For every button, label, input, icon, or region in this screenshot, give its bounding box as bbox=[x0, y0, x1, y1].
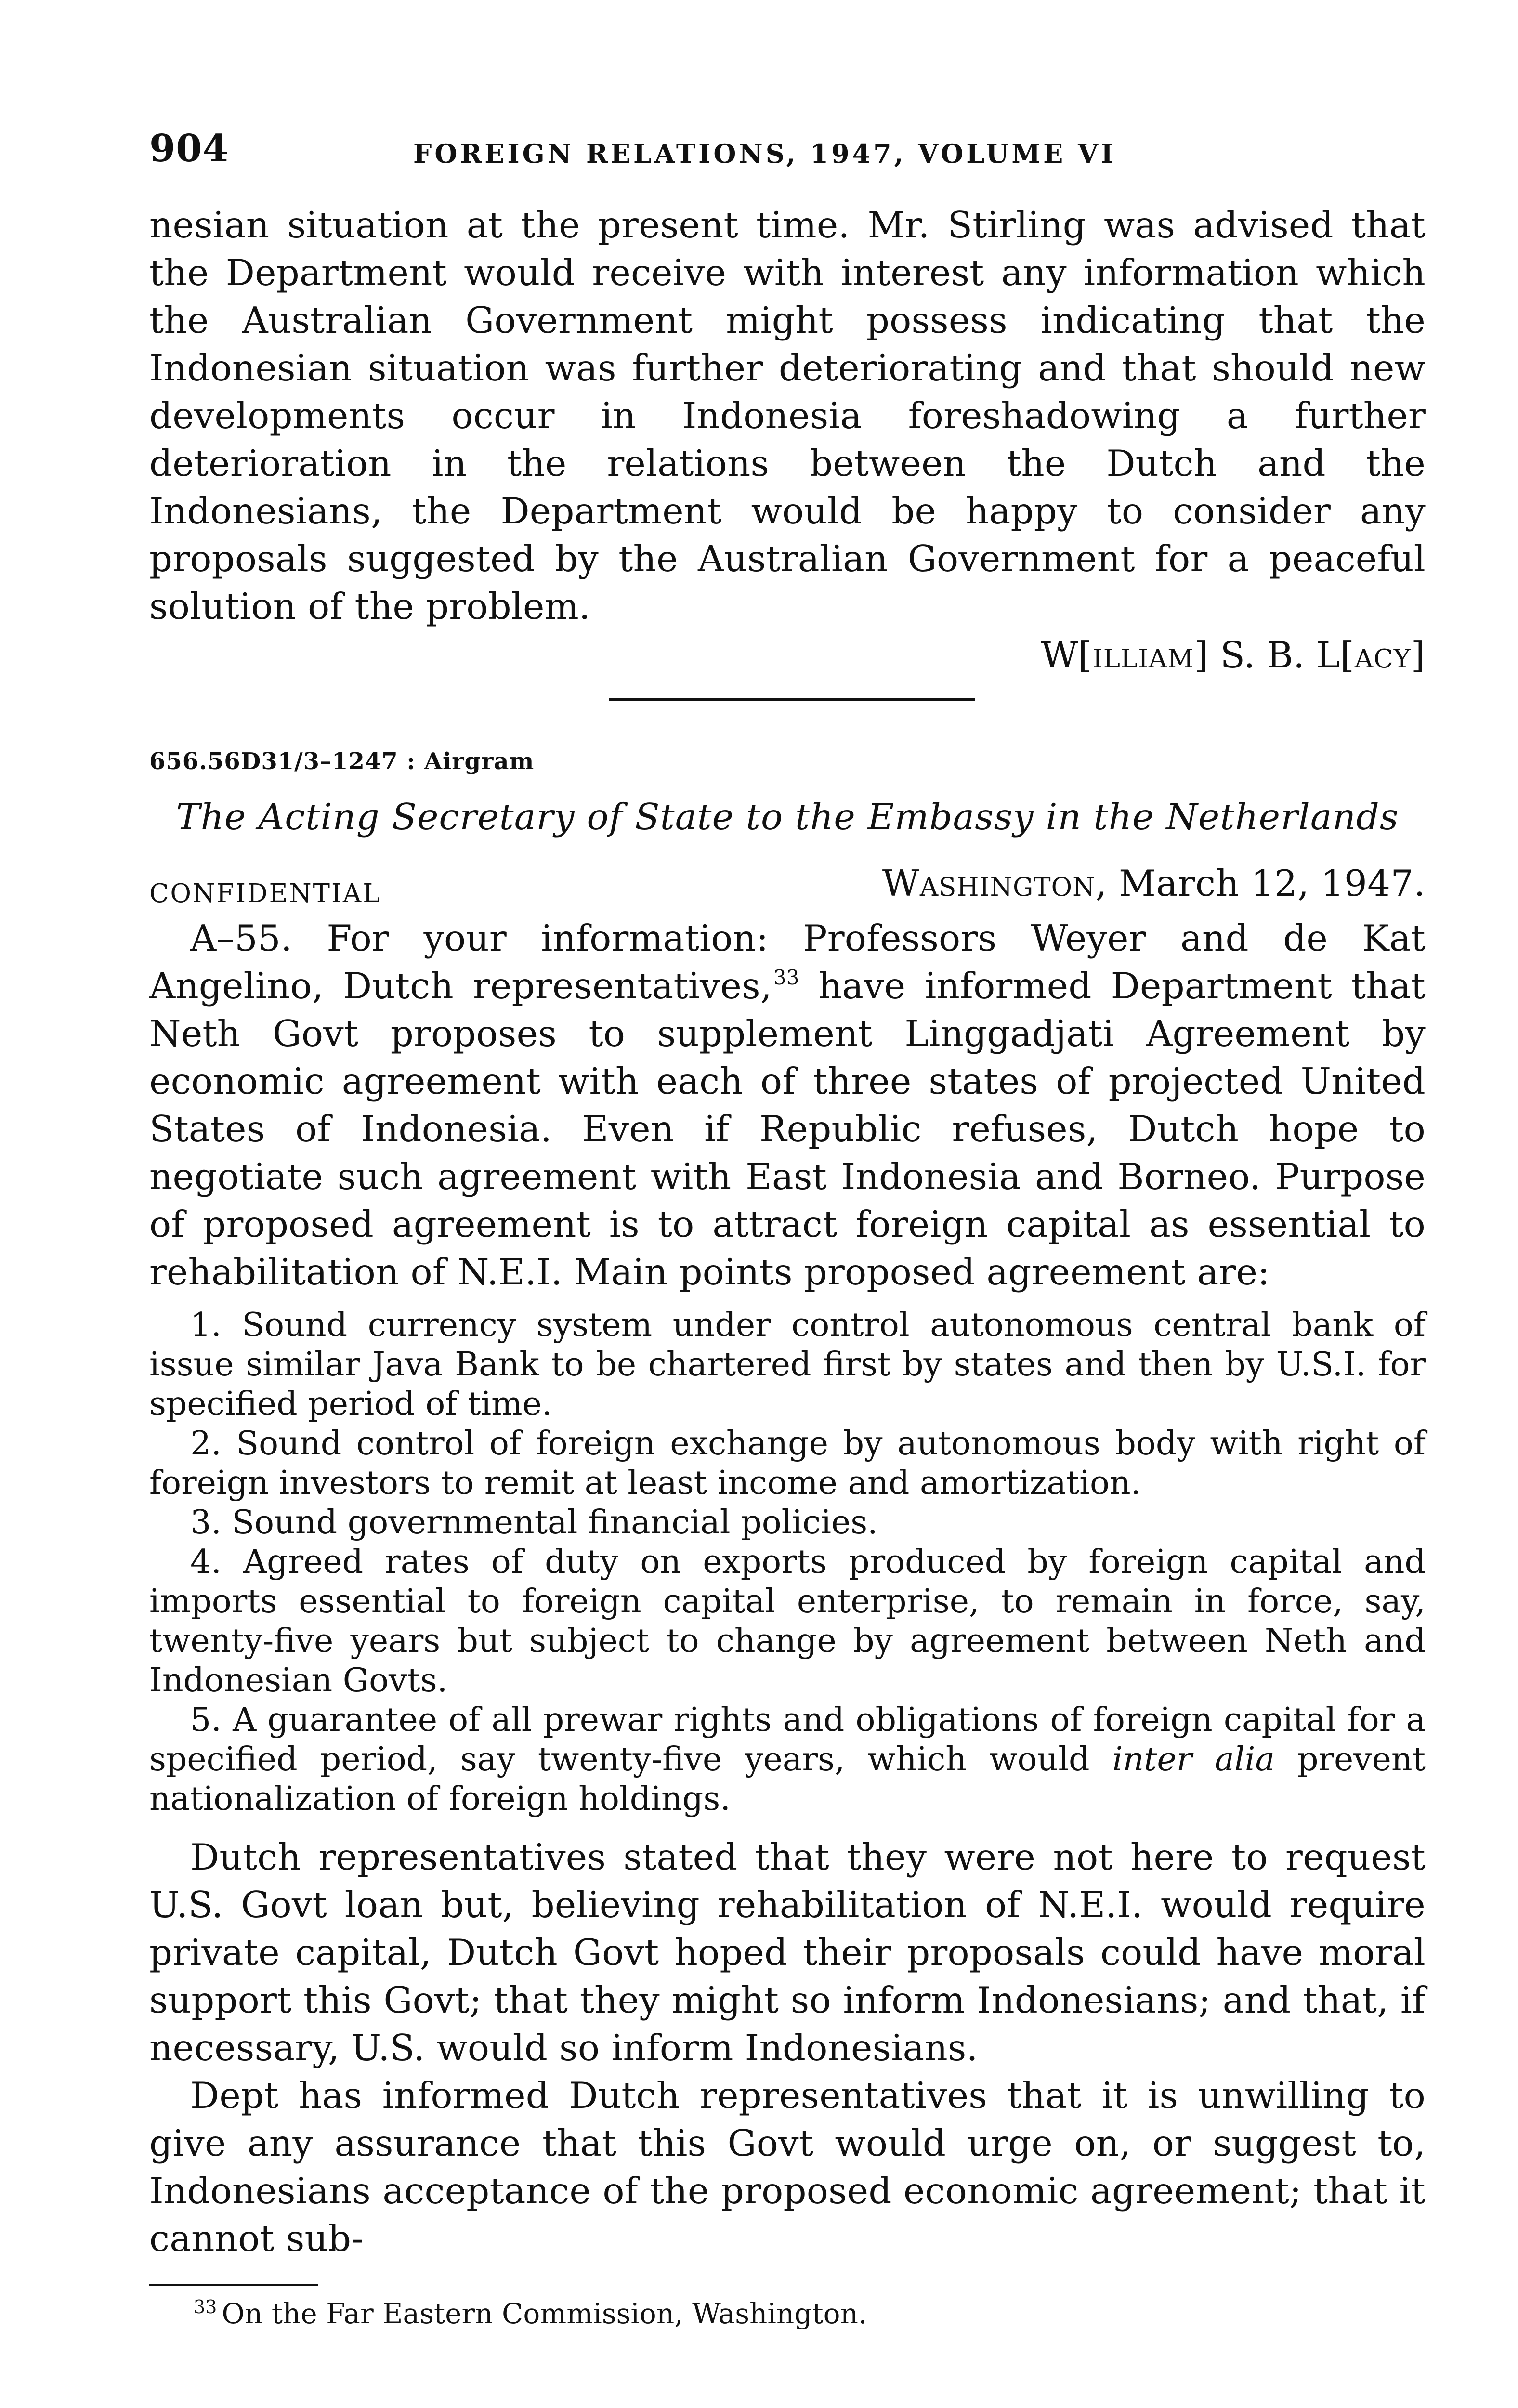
list-item-text: Agreed rates of duty on exports produced by foreign capital and imports essential to foreign capital enterprise, to remain in force, say, twenty-five years but subject to change by agreement between Neth and Indonesian Govts. bbox=[149, 1543, 1426, 1700]
list-item-text: Sound control of foreign exchange by autonomous body with right of foreign investors to remit at least income and amortization. bbox=[149, 1425, 1426, 1502]
signature-initial-w: W bbox=[1041, 634, 1078, 676]
signature-illiam: [illiam] bbox=[1078, 634, 1209, 676]
list-item-italic-phrase: inter alia bbox=[1112, 1741, 1275, 1779]
document-title: The Acting Secretary of State to the Embassy in the Netherlands bbox=[176, 796, 1399, 838]
list-item-number: 4. bbox=[190, 1543, 222, 1581]
page-content bbox=[149, 127, 1426, 2334]
document-reference: 656.56D31/3–1247 : Airgram bbox=[149, 748, 535, 775]
footnote-reference: 33 bbox=[773, 965, 799, 989]
footnote-text: On the Far Eastern Commission, Washington. bbox=[222, 2297, 867, 2330]
page-number: 904 bbox=[149, 127, 229, 170]
main-paragraph-end: have informed Department that Neth Govt proposes to supplement Linggadjati Agreement by economic agreement with each of three states of projected United States of Indonesia. Even if Republic refuses, Dutch hope to negotiate such agreement with East Indonesia and Borneo. Purpose of proposed agreement is to attract foreign capital as essential to rehabilitation of N.E.I. Main points proposed agreement are: bbox=[149, 965, 1426, 1293]
signature-acy: [acy] bbox=[1340, 634, 1426, 676]
main-paragraph-start: A–55. For your information: Professors Weyer and de Kat Angelino, Dutch representatives, bbox=[149, 917, 1426, 1007]
dateline-place: Washington bbox=[882, 862, 1096, 904]
footnote bbox=[149, 2297, 1426, 2334]
department-paragraph: Dept has informed Dutch representatives that it is unwilling to give any assurance that this Govt would urge on, or suggest to, Indonesians acceptance of the proposed economic agreement; that it cannot sub- bbox=[149, 2074, 1426, 2260]
list-item-text: Sound currency system under control autonomous central bank of issue similar Java Bank to be chartered first by states and then by U.S.I. for specified period of time. bbox=[149, 1306, 1426, 1423]
list-item-number: 3. bbox=[190, 1504, 222, 1542]
footnote-rule bbox=[149, 2284, 318, 2286]
footnote-number: 33 bbox=[194, 2296, 217, 2318]
classification-row bbox=[149, 862, 1426, 910]
list-item bbox=[149, 1424, 1426, 1503]
list-item bbox=[149, 1701, 1426, 1819]
classification-label: CONFIDENTIAL bbox=[149, 879, 381, 908]
list-item-number: 1. bbox=[190, 1306, 222, 1344]
dutch-representatives-paragraph: Dutch representatives stated that they were not here to request U.S. Govt loan but, believing rehabilitation of N.E.I. would require private capital, Dutch Govt hoped their proposals could have moral support this Govt; that they might so inform Indonesians; and that, if necessary, U.S. would so inform Indonesians. bbox=[149, 1836, 1426, 2069]
page-header bbox=[149, 127, 1426, 182]
list-item bbox=[149, 1503, 1426, 1543]
list-item-text-end: prevent nationalization of foreign holdings. bbox=[149, 1741, 1426, 1818]
main-points-list bbox=[149, 1306, 1426, 1819]
list-item bbox=[149, 1543, 1426, 1701]
running-head: FOREIGN RELATIONS, 1947, VOLUME VI bbox=[413, 138, 1116, 169]
signature-middle: S. B. L bbox=[1208, 634, 1340, 676]
signature bbox=[149, 631, 1426, 679]
list-item-text-start: A guarantee of all prewar rights and obligations of foreign capital for a specified period, say twenty-five years, which would bbox=[149, 1701, 1426, 1779]
list-item-number: 5. bbox=[190, 1701, 222, 1739]
list-item-number: 2. bbox=[190, 1425, 222, 1463]
dateline bbox=[882, 862, 1426, 904]
list-item-text: Sound governmental financial policies. bbox=[232, 1504, 878, 1542]
intro-paragraph: nesian situation at the present time. Mr. Stirling was advised that the Department would receive with interest any information which the Australian Government might possess indicating that the Indonesian situation was further deteriorating and that should new developments occur in Indonesia foreshadowing a further deterioration in the relations between the Dutch and the Indonesians, the Department would be happy to consider any proposals suggested by the Australian Government for a peaceful solution of the problem. bbox=[149, 204, 1426, 628]
main-paragraph bbox=[149, 915, 1426, 1296]
dateline-date: , March 12, 1947. bbox=[1095, 862, 1426, 904]
section-divider bbox=[609, 698, 975, 701]
list-item bbox=[149, 1306, 1426, 1424]
